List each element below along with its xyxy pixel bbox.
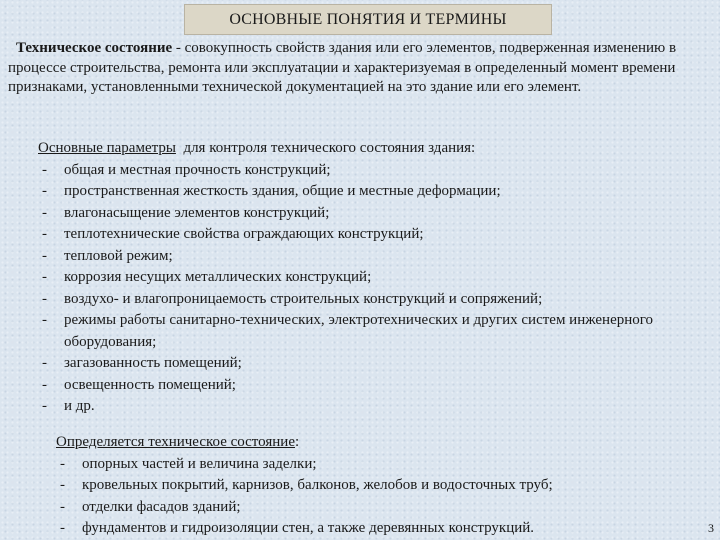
parameters-section [38, 138, 708, 418]
determined-heading-underlined: Определяется техническое состояние [56, 434, 295, 450]
list-item: - теплотехнические свойства ограждающих конструкций; [42, 224, 708, 246]
list-item: - воздухо- и влагопроницаемость строительных конструкций и сопряжений; [42, 289, 708, 311]
list-item: - пространственная жесткость здания, общие и местные деформации; [42, 181, 708, 203]
determined-heading [56, 432, 716, 454]
parameters-heading [38, 138, 708, 160]
list-item: - освещенность помещений; [42, 375, 708, 397]
list-item: - фундаментов и гидроизоляции стен, а также деревянных конструкций. [60, 518, 716, 540]
list-item: - коррозия несущих металлических конструкций; [42, 267, 708, 289]
determined-list [56, 454, 716, 540]
list-item: - общая и местная прочность конструкций; [42, 160, 708, 182]
determined-heading-rest: : [295, 434, 300, 450]
page-number: 3 [708, 521, 714, 535]
parameters-heading-rest: для контроля технического состояния здания: [175, 140, 476, 156]
parameters-heading-underlined: Основные параметры [38, 140, 176, 156]
list-item: - отделки фасадов зданий; [60, 497, 716, 519]
list-item: - и др. [42, 396, 708, 418]
list-item: - режимы работы санитарно-технических, электротехнических и других систем инженерного оборудования; [42, 310, 708, 353]
determined-section [56, 432, 716, 540]
parameters-list [38, 160, 708, 418]
list-item: - влагонасыщение элементов конструкций; [42, 203, 708, 225]
slide-title: ОСНОВНЫЕ ПОНЯТИЯ И ТЕРМИНЫ [184, 4, 552, 35]
definition-paragraph [8, 39, 714, 98]
definition-term: Техническое состояние [16, 40, 173, 56]
definition-text: - совокупность свойств здания или его элементов, подверженная изменению в процессе строительства, ремонта или эксплуатации и характеризуемая в определенный момент времени признаками, установленными технической документацией на это здание или его элемент. [8, 40, 677, 95]
list-item: - тепловой режим; [42, 246, 708, 268]
list-item: - кровельных покрытий, карнизов, балконов, желобов и водосточных труб; [60, 475, 716, 497]
list-item: - загазованность помещений; [42, 353, 708, 375]
list-item: - опорных частей и величина заделки; [60, 454, 716, 476]
